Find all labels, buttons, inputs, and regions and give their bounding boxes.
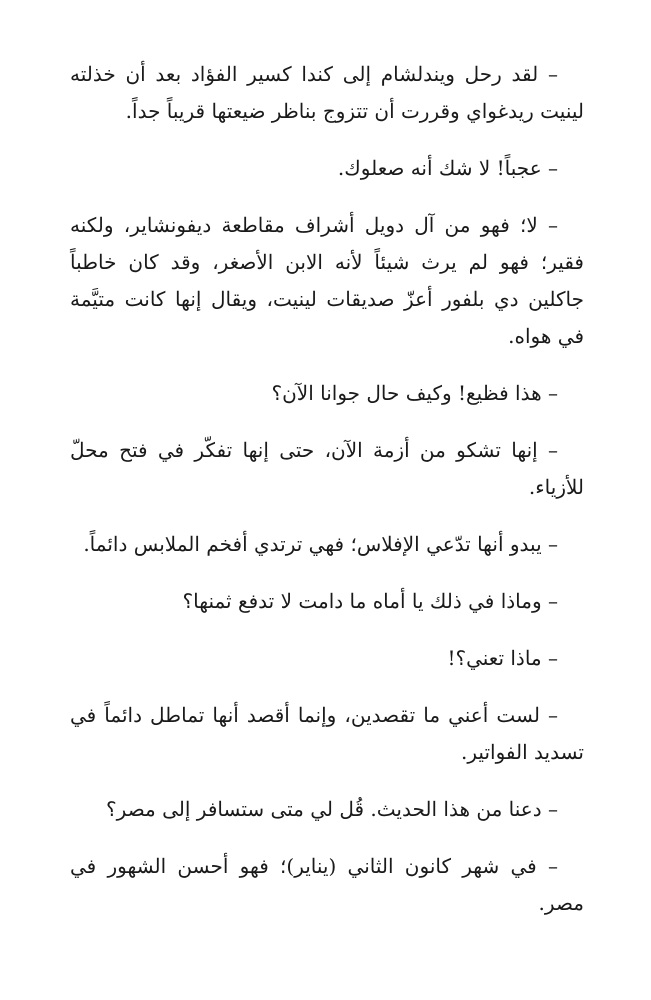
paragraph-5: – إنها تشكو من أزمة الآن، حتى إنها تفكّر في فتح محلّ للأزياء. (70, 438, 584, 499)
paragraph-6: – يبدو أنها تدّعي الإفلاس؛ فهي ترتدي أفخم الملابس دائماً. (83, 532, 558, 556)
paragraph-11: – في شهر كانون الثاني (يناير)؛ فهو أحسن الشهور في مصر. (70, 854, 584, 915)
page-body (70, 56, 584, 942)
paragraph-10: – دعنا من هذا الحديث. قُل لي متى ستسافر إلى مصر؟ (106, 797, 558, 821)
paragraph-9: – لست أعني ما تقصدين، وإنما أقصد أنها تماطل دائماً في تسديد الفواتير. (70, 703, 584, 764)
paragraph-1: – لقد رحل ويندلشام إلى كندا كسير الفؤاد بعد أن خذلته لينيت ريدغواي وقررت أن تتزوج بناظر ضيعتها قريباً جداً. (70, 62, 584, 123)
paragraph-4: – هذا فظيع! وكيف حال جوانا الآن؟ (271, 381, 558, 405)
paragraph-8: – ماذا تعني؟! (447, 646, 558, 670)
paragraph-3: – لا؛ فهو من آل دويل أشراف مقاطعة ديفونشاير، ولكنه فقير؛ فهو لم يرث شيئاً لأنه الابن الأصغر، وقد كان خاطباً جاكلين دي بلفور أعزّ صديقات لينيت، ويقال إنها كانت متيَّمة في هواه. (70, 213, 584, 348)
paragraph-2: – عجباً! لا شك أنه صعلوك. (337, 156, 558, 180)
paragraph-7: – وماذا في ذلك يا أماه ما دامت لا تدفع ثمنها؟ (182, 589, 558, 613)
